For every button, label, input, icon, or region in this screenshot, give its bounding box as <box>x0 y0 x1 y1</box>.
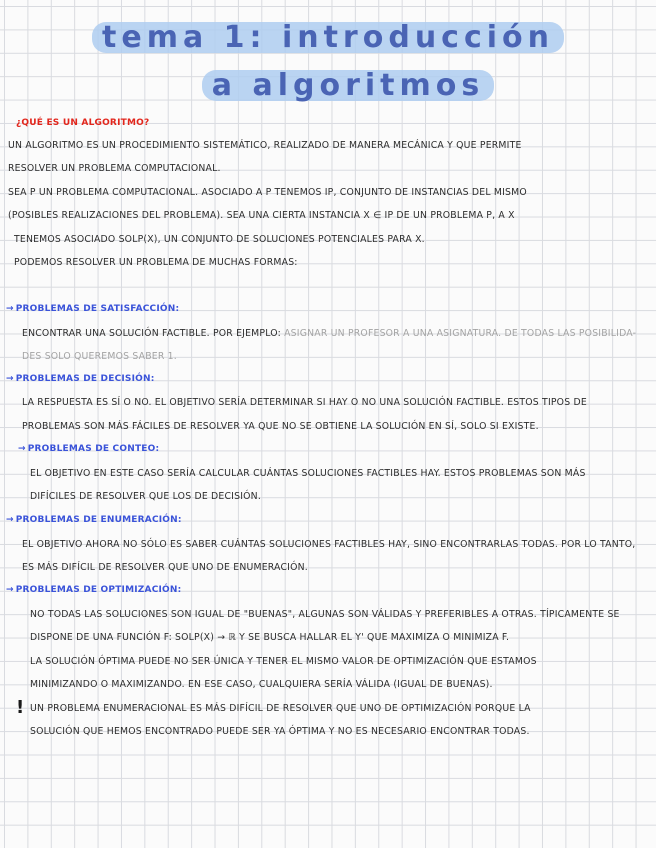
section-line: LA RESPUESTA ES SÍ O NO. EL OBJETIVO SERÍA DETERMINAR SI HAY O NO UNA SOLUCIÓN FACTIBLE. ESTOS TIPOS DE <box>22 397 587 408</box>
example-text: ASIGNAR UN PROFESOR A UNA ASIGNATURA. DE TODAS LAS POSIBILIDA- <box>280 328 637 339</box>
section-heading-optimizacion <box>6 585 181 595</box>
arrow-icon: → <box>6 374 14 384</box>
section-text: ENCONTRAR UNA SOLUCIÓN FACTIBLE. POR EJEMPLO: <box>22 328 281 339</box>
title-block <box>0 8 656 108</box>
section-line: PROBLEMAS SON MÁS FÁCILES DE RESOLVER YA QUE NO SE OBTIENE LA SOLUCIÓN EN SÍ, SOLO SI EXISTE. <box>22 421 539 432</box>
title-text-1: tema 1: introducción <box>96 20 560 55</box>
section-line: MINIMIZANDO O MAXIMIZANDO. EN ESE CASO, CUALQUIERA SERÍA VÁLIDA (IGUAL DE BUENAS). <box>30 679 493 690</box>
title-text-2: a algoritmos <box>206 68 490 103</box>
intro-line: (POSIBLES REALIZACIONES DEL PROBLEMA). SEA UNA CIERTA INSTANCIA X ∈ IP DE UN PROBLEMA P, A X <box>8 210 515 221</box>
heading-text: PROBLEMAS DE DECISIÓN: <box>15 374 155 384</box>
title-line-2 <box>0 68 656 103</box>
section-line: LA SOLUCIÓN ÓPTIMA PUEDE NO SER ÚNICA Y TENER EL MISMO VALOR DE OPTIMIZACIÓN QUE ESTAMOS <box>30 656 537 667</box>
section-heading-enumeracion <box>6 515 182 525</box>
note-line: UN PROBLEMA ENUMERACIONAL ES MÁS DIFÍCIL DE RESOLVER QUE UNO DE OPTIMIZACIÓN PORQUE LA <box>30 703 531 714</box>
section-line: EL OBJETIVO EN ESTE CASO SERÍA CALCULAR CUÁNTAS SOLUCIONES FACTIBLES HAY. ESTOS PROBLEMAS SON MÁS <box>30 468 586 479</box>
section-line: EL OBJETIVO AHORA NO SÓLO ES SABER CUÁNTAS SOLUCIONES FACTIBLES HAY, SINO ENCONTRARLAS TODAS. POR LO TANTO, <box>22 539 636 550</box>
intro-line: TENEMOS ASOCIADO SOLP(X), UN CONJUNTO DE SOLUCIONES POTENCIALES PARA X. <box>14 234 425 245</box>
exclamation-icon: ! <box>16 697 25 718</box>
section-heading-conteo <box>18 444 159 454</box>
question-heading: ¿QUÉ ES UN ALGORITMO? <box>16 118 150 128</box>
intro-line: SEA P UN PROBLEMA COMPUTACIONAL. ASOCIADO A P TENEMOS IP, CONJUNTO DE INSTANCIAS DEL MISMO <box>8 187 527 198</box>
section-heading-satisfaccion <box>6 304 179 314</box>
section-line: ES MÁS DIFÍCIL DE RESOLVER QUE UNO DE ENUMERACIÓN. <box>22 562 308 573</box>
note-line: SOLUCIÓN QUE HEMOS ENCONTRADO PUEDE SER YA ÓPTIMA Y NO ES NECESARIO ENCONTRAR TODAS. <box>30 726 530 737</box>
section-line <box>22 328 636 339</box>
heading-text: PROBLEMAS DE OPTIMIZACIÓN: <box>15 585 182 595</box>
arrow-icon: → <box>6 585 14 595</box>
arrow-icon: → <box>6 515 14 525</box>
arrow-icon: → <box>6 304 14 314</box>
intro-line: UN ALGORITMO ES UN PROCEDIMIENTO SISTEMÁTICO, REALIZADO DE MANERA MECÁNICA Y QUE PERMITE <box>8 140 522 151</box>
section-heading-decision <box>6 374 155 384</box>
section-line: DIFÍCILES DE RESOLVER QUE LOS DE DECISIÓN. <box>30 491 261 502</box>
section-line: NO TODAS LAS SOLUCIONES SON IGUAL DE "BUENAS", ALGUNAS SON VÁLIDAS Y PREFERIBLES A OTRAS. TÍPICAMENTE SE <box>30 609 620 620</box>
intro-line: PODEMOS RESOLVER UN PROBLEMA DE MUCHAS FORMAS: <box>14 257 298 268</box>
heading-text: PROBLEMAS DE ENUMERACIÓN: <box>15 515 182 525</box>
section-line: DISPONE DE UNA FUNCIÓN F: SOLP(X) → ℝ Y SE BUSCA HALLAR EL Y' QUE MAXIMIZA O MINIMIZA F. <box>30 632 510 643</box>
intro-line: RESOLVER UN PROBLEMA COMPUTACIONAL. <box>8 163 221 174</box>
heading-text: PROBLEMAS DE SATISFACCIÓN: <box>15 304 180 314</box>
title-line-1 <box>0 20 656 55</box>
example-text: DES SOLO QUEREMOS SABER 1. <box>22 351 177 362</box>
heading-text: PROBLEMAS DE CONTEO: <box>27 444 160 454</box>
arrow-icon: → <box>18 444 26 454</box>
